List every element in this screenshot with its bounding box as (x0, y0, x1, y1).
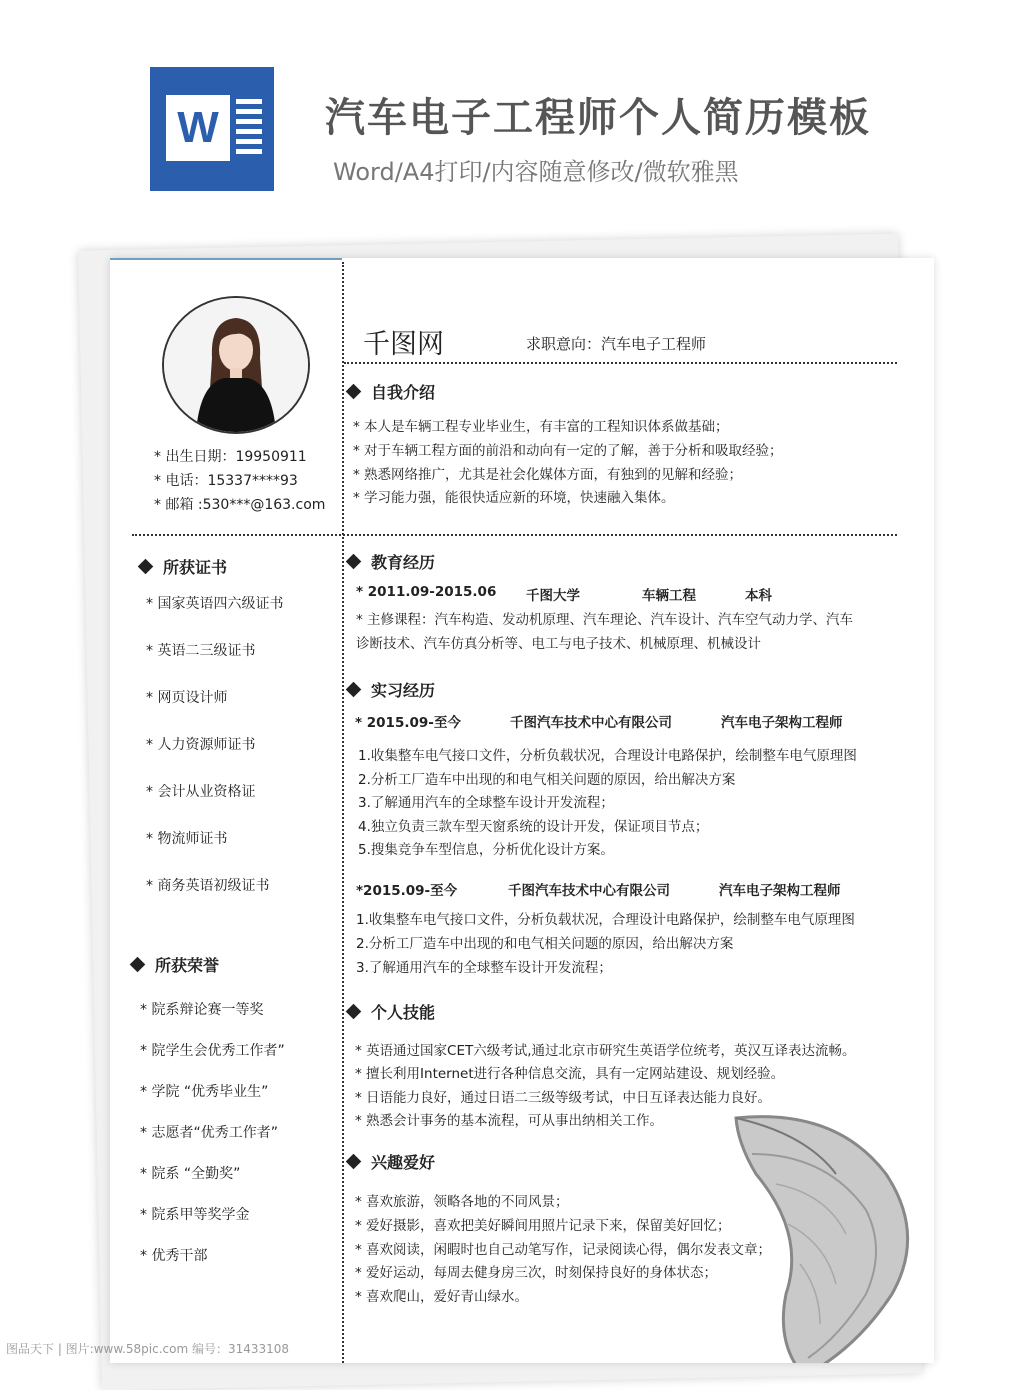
honor-item: * 志愿者“优秀工作者” (140, 1125, 278, 1141)
section-divider-top (132, 534, 897, 536)
hobby-line: * 喜欢旅游，领略各地的不同风景； (355, 1194, 569, 1210)
self-intro-line: * 本人是车辆工程专业毕业生，有丰富的工程知识体系做基础； (353, 419, 729, 435)
skills-heading: 个人技能 (348, 1000, 435, 1023)
skills-line: * 英语通过国家CET六级考试,通过北京市研究生英语学位统考，英汉互译表达流畅。 (355, 1043, 856, 1059)
skills-line: * 擅长利用Internet进行各种信息交流，具有一定网站建设、规划经验。 (355, 1066, 785, 1082)
top-accent-line (110, 258, 342, 260)
honor-item: * 院系辩论赛一等奖 (140, 1002, 264, 1018)
self-intro-line: * 熟悉网络推广，尤其是社会化媒体方面，有独到的见解和经验； (353, 467, 743, 483)
job-duty: 3.了解通用汽车的全球整车设计开发流程； (358, 795, 614, 811)
job-role: 汽车电子架构工程师 (719, 883, 841, 899)
self-intro-line: * 对于车辆工程方面的前沿和动向有一定的了解，善于分析和吸取经验； (353, 443, 783, 459)
diamond-icon (346, 384, 362, 400)
diamond-icon (138, 559, 154, 575)
honors-heading: 所获荣誉 (132, 953, 219, 976)
education-degree: 本科 (745, 588, 772, 604)
honor-item: * 院系 “全勤奖” (140, 1166, 241, 1182)
job-duty: 1.收集整车电气接口文件，分析负载状况，合理设计电路保护，绘制整车电气原理图 (356, 912, 855, 928)
hobby-line: * 喜欢爬山，爱好青山绿水。 (355, 1289, 529, 1305)
hobbies-heading: 兴趣爱好 (348, 1150, 435, 1173)
job-duty: 2.分析工厂造车中出现的和电气相关问题的原因，给出解决方案 (356, 936, 734, 952)
skills-line: * 熟悉会计事务的基本流程，可从事出纳相关工作。 (355, 1113, 664, 1129)
page-title: 汽车电子工程师个人简历模板 (325, 95, 871, 141)
email-text: * 邮箱 :530***@163.com (154, 497, 326, 513)
header-divider (344, 362, 897, 364)
job-duty: 4.独立负责三款车型天窗系统的设计开发，保证项目节点； (358, 819, 709, 835)
certificate-item: * 英语二三级证书 (146, 643, 256, 659)
job-objective: 求职意向：汽车电子工程师 (526, 335, 707, 353)
hobby-line: * 爱好运动，每周去健身房三次，时刻保持良好的身体状态； (355, 1265, 718, 1281)
job-period: * 2015.09-至今 (355, 715, 461, 731)
word-logo-icon (150, 67, 274, 191)
avatar (162, 296, 310, 434)
birthday-text: * 出生日期：19950911 (154, 449, 307, 465)
job-duty: 1.收集整车电气接口文件，分析负载状况，合理设计电路保护，绘制整车电气原理图 (358, 748, 857, 764)
watermark-text: 图品天下 | 图片:www.58pic.com 编号：31433108 (6, 1342, 290, 1356)
diamond-icon (130, 957, 146, 973)
education-courses: * 主修课程：汽车构造、发动机原理、汽车理论、汽车设计、汽车空气动力学、汽车 (356, 612, 854, 628)
education-major: 车辆工程 (642, 588, 696, 604)
word-logo-letter: W (166, 95, 230, 161)
certificate-item: * 人力资源师证书 (146, 737, 256, 753)
certificate-item: * 会计从业资格证 (146, 784, 256, 800)
job-period: *2015.09-至今 (356, 883, 458, 899)
self-intro-heading: 自我介绍 (348, 380, 435, 403)
certificate-item: * 商务英语初级证书 (146, 878, 270, 894)
self-intro-line: * 学习能力强，能很快适应新的环境，快速融入集体。 (353, 490, 675, 506)
diamond-icon (346, 1004, 362, 1020)
diamond-icon (346, 554, 362, 570)
resume-sheet (110, 258, 934, 1363)
job-duty: 5.搜集竞争车型信息，分析优化设计方案。 (358, 842, 614, 858)
education-courses-cont: 诊断技术、汽车仿真分析等、电工与电子技术、机械原理、机械设计 (356, 636, 761, 652)
hobby-line: * 爱好摄影，喜欢把美好瞬间用照片记录下来，保留美好回忆； (355, 1218, 731, 1234)
education-period: * 2011.09-2015.06 (356, 584, 497, 600)
certificate-item: * 国家英语四六级证书 (146, 596, 284, 612)
diamond-icon (346, 682, 362, 698)
brand-name: 千图网 (363, 329, 444, 360)
education-heading: 教育经历 (348, 550, 435, 573)
honor-item: * 院系甲等奖学金 (140, 1207, 250, 1223)
skills-line: * 日语能力良好，通过日语二三级等级考试，中日互译表达能力良好。 (355, 1090, 772, 1106)
education-school: 千图大学 (526, 588, 580, 604)
phone-text: * 电话：15337****93 (154, 473, 298, 489)
certificate-item: * 物流师证书 (146, 831, 228, 847)
job-duty: 3.了解通用汽车的全球整车设计开发流程； (356, 960, 612, 976)
job-role: 汽车电子架构工程师 (721, 715, 843, 731)
honor-item: * 学院 “优秀毕业生” (140, 1084, 269, 1100)
honor-item: * 院学生会优秀工作者” (140, 1043, 285, 1059)
word-logo-lines (236, 99, 262, 159)
diamond-icon (346, 1154, 362, 1170)
page-subtitle: Word/A4打印/内容随意修改/微软雅黑 (333, 158, 739, 186)
certificate-item: * 网页设计师 (146, 690, 228, 706)
job-duty: 2.分析工厂造车中出现的和电气相关问题的原因，给出解决方案 (358, 772, 736, 788)
internship-heading: 实习经历 (348, 678, 435, 701)
hobby-line: * 喜欢阅读，闲暇时也自己动笔写作，记录阅读心得，偶尔发表文章； (355, 1242, 772, 1258)
column-divider (342, 262, 344, 1363)
job-company: 千图汽车技术中心有限公司 (510, 715, 672, 731)
honor-item: * 优秀干部 (140, 1248, 208, 1264)
job-company: 千图汽车技术中心有限公司 (508, 883, 670, 899)
certificates-heading: 所获证书 (140, 555, 227, 578)
